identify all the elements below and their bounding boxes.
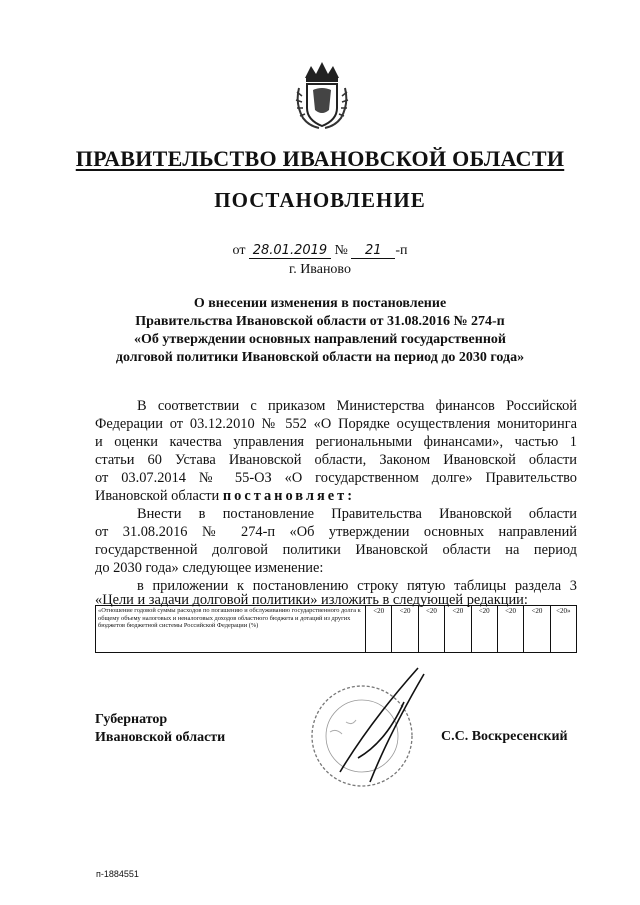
change-line: «Цели и задачи долговой политики» изложить в следующей редакции: bbox=[95, 592, 528, 608]
preamble-line: от 03.07.2014 № 55-ОЗ «О государственном долге» Правительство bbox=[95, 470, 577, 486]
signer-title-line: Губернатор bbox=[95, 712, 168, 727]
value-cell: <20 bbox=[418, 606, 444, 653]
signer-name: С.С. Воскресенский bbox=[441, 729, 568, 744]
value-cell: <20» bbox=[550, 606, 576, 653]
amend-line: от 31.08.2016 № 274-п «Об утверждении основных направлений bbox=[95, 524, 577, 540]
date-number-row bbox=[0, 243, 640, 259]
signer-title-line: Ивановской области bbox=[95, 730, 226, 745]
preamble-tail: Ивановской области bbox=[95, 488, 220, 504]
table-row bbox=[96, 606, 577, 653]
decree-word: постановляет: bbox=[222, 488, 355, 504]
value-cell: <20 bbox=[524, 606, 550, 653]
official-stamp-icon bbox=[300, 662, 440, 792]
value-cell: <20 bbox=[497, 606, 523, 653]
coat-of-arms-icon bbox=[293, 58, 351, 132]
subject-line: Правительства Ивановской области от 31.08.2016 № 274-п bbox=[135, 314, 505, 329]
value-cell: <20 bbox=[471, 606, 497, 653]
subject-line: О внесении изменения в постановление bbox=[193, 296, 447, 311]
preamble-line: статьи 60 Устава Ивановской области, Законом Ивановской области bbox=[95, 452, 577, 468]
value-cell: <20 bbox=[366, 606, 392, 653]
preamble-line: Федерации от 03.12.2010 № 552 «О Порядке осуществления мониторинга bbox=[95, 416, 577, 432]
document-code: п-1884551 bbox=[96, 869, 139, 879]
value-cell: <20 bbox=[445, 606, 471, 653]
date-prefix: от bbox=[232, 243, 246, 258]
change-line: в приложении к постановлению строку пятую таблицы раздела 3 bbox=[137, 578, 577, 594]
value-cell: <20 bbox=[392, 606, 418, 653]
amend-line: государственной долговой политики Ивановской области на период bbox=[95, 542, 577, 558]
indicator-cell: «Отношение годовой суммы расходов по погашению и обслуживанию государственного долга к общему объему налоговых и неналоговых доходов областного бюджета и дотаций из других бюджетов бюджетной системы Российской Федерации (%) bbox=[96, 606, 366, 653]
subject-line: «Об утверждении основных направлений государственной bbox=[134, 332, 506, 347]
amended-table-row bbox=[95, 605, 577, 653]
government-title: ПРАВИТЕЛЬСТВО ИВАНОВСКОЙ ОБЛАСТИ bbox=[75, 146, 565, 171]
handwritten-date: 28.01.2019 bbox=[249, 244, 331, 259]
subject-line: долговой политики Ивановской области на период до 2030 года» bbox=[115, 350, 525, 365]
preamble-line: В соответствии с приказом Министерства финансов Российской bbox=[137, 398, 577, 414]
amend-line: до 2030 года» следующее изменение: bbox=[95, 560, 324, 576]
number-sign: № bbox=[334, 243, 348, 258]
document-kind: ПОСТАНОВЛЕНИЕ bbox=[214, 188, 426, 212]
number-suffix: -п bbox=[395, 243, 408, 258]
signer-title bbox=[95, 711, 225, 747]
preamble-tail-line bbox=[95, 487, 577, 505]
amend-line: Внести в постановление Правительства Ивановской области bbox=[137, 506, 577, 522]
preamble-line: и оценки качества управления региональными финансами», частью 1 bbox=[95, 434, 577, 450]
city: г. Иваново bbox=[289, 262, 351, 277]
handwritten-number: 21 bbox=[351, 244, 395, 259]
document-subject bbox=[0, 295, 640, 367]
